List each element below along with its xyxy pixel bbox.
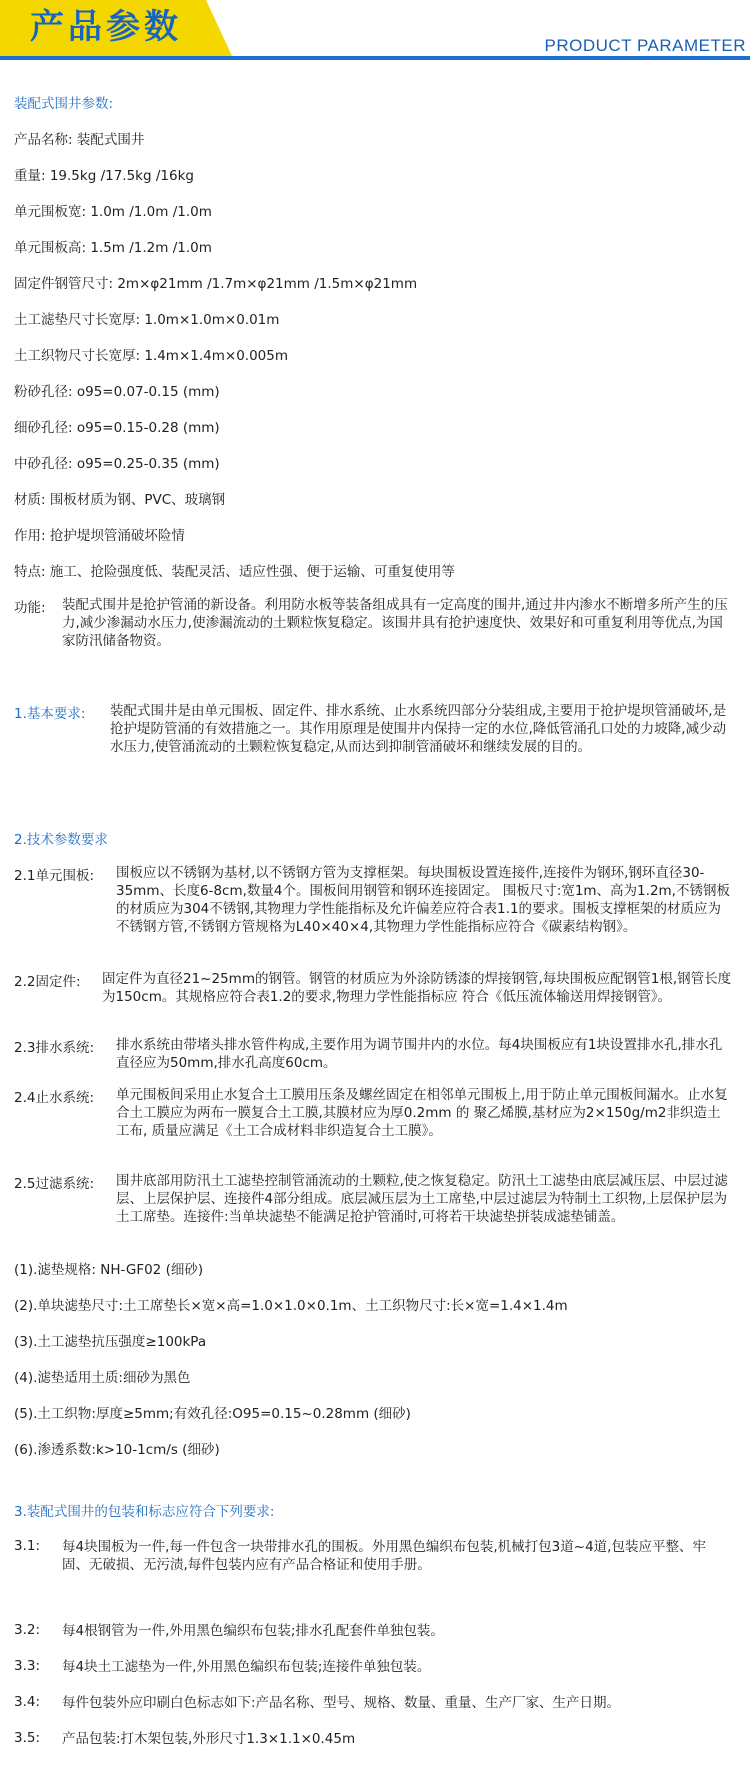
tech-section bbox=[14, 1086, 738, 1140]
params-heading: 装配式围井参数: bbox=[14, 96, 114, 112]
param-purpose: 作用: 抢护堤坝管涌破坏险情 bbox=[14, 528, 185, 544]
packaging-item-label: 3.3: bbox=[14, 1658, 41, 1674]
param-silt-aperture: 粉砂孔径: o95=0.07-0.15 (mm) bbox=[14, 384, 220, 400]
param-material: 材质: 围板材质为钢、PVC、玻璃钢 bbox=[14, 492, 226, 508]
packaging-item-text: 每件包装外应印刷白色标志如下:产品名称、型号、规格、数量、重量、生产厂家、生产日期。 bbox=[62, 1695, 621, 1711]
packaging-item-text: 每4块土工滤垫为一件,外用黑色编织布包装;连接件单独包装。 bbox=[62, 1659, 431, 1675]
packaging-item-label: 3.4: bbox=[14, 1694, 41, 1710]
packaging-item bbox=[14, 1694, 738, 1712]
tech-section-text: 围井底部用防汛土工滤垫控制管涌流动的土颗粒,使之恢复稳定。防汛土工滤垫由底层减压层、中层过滤层、上层保护层、连接件4部分组成。底层减压层为土工席垫,中层过滤层为特制土工织物,上层保护层为土工席垫。连接件:当单块滤垫不能满足抢护管涌时,可将若干块滤垫拼装成滤垫铺盖。 bbox=[116, 1173, 728, 1225]
packaging-item-text: 产品包装:打木架包装,外形尺寸1.3×1.1×0.45m bbox=[62, 1731, 356, 1747]
filter-spec: (6).渗透系数:k>10-1cm/s (细砂) bbox=[14, 1442, 220, 1458]
filter-spec: (4).滤垫适用土质:细砂为黑色 bbox=[14, 1370, 191, 1386]
tech-section bbox=[14, 1036, 738, 1072]
param-function-row bbox=[14, 596, 738, 650]
tech-section-text: 围板应以不锈钢为基材,以不锈钢方管为支撑框架。每块围板设置连接件,连接件为钢环,钢环直径30-35mm、长度6-8cm,数量4个。围板间用钢管和钢环连接固定。 围板尺寸:宽1m、高为1.2m,不锈钢板的材质应为304不锈钢,其物理力学性能指标及允许偏差应符合表1.1的要求。围板支撑框架的材质应为不锈钢方管,不锈钢方管规格为L40×40×4,其物理力学性能指标应符合《碳素结构钢》。 bbox=[116, 865, 730, 935]
filter-spec: (3).土工滤垫抗压强度≥100kPa bbox=[14, 1334, 207, 1350]
tech-section-text: 单元围板间采用止水复合土工膜用压条及螺丝固定在相邻单元围板上,用于防止单元围板间漏水。止水复合土工膜应为两布一膜复合土工膜,其膜材应为厚0.2mm 的 聚乙烯膜,基材应为2×150g/m2非织造土工布, 质量应满足《土工合成材料非织造复合土工膜》。 bbox=[116, 1087, 728, 1139]
param-fine-sand-aperture: 细砂孔径: o95=0.15-0.28 (mm) bbox=[14, 420, 220, 436]
packaging-item bbox=[14, 1622, 738, 1640]
tech-section-label: 2.5过滤系统: bbox=[14, 1176, 95, 1192]
banner-title: 产品参数 bbox=[30, 7, 182, 47]
basic-requirements-label: 1.基本要求: bbox=[14, 706, 86, 722]
filter-spec: (1).滤垫规格: NH-GF02 (细砂) bbox=[14, 1262, 204, 1278]
packaging-item bbox=[14, 1658, 738, 1676]
tech-section-text: 排水系统由带堵头排水管件构成,主要作用为调节围井内的水位。每4块围板应有1块设置排水孔,排水孔直径应为50mm,排水孔高度60cm。 bbox=[116, 1037, 723, 1071]
param-medium-sand-aperture: 中砂孔径: o95=0.25-0.35 (mm) bbox=[14, 456, 220, 472]
packaging-item bbox=[14, 1538, 738, 1574]
param-panel-height: 单元围板高: 1.5m /1.2m /1.0m bbox=[14, 240, 212, 256]
tech-section-label: 2.3排水系统: bbox=[14, 1040, 95, 1056]
packaging-item-text: 每4块围板为一件,每一件包含一块带排水孔的围板。外用黑色编织布包装,机械打包3道~4道,包装应平整、牢固、无破损、无污渍,每件包装内应有产品合格证和使用手册。 bbox=[62, 1539, 706, 1573]
param-weight: 重量: 19.5kg /17.5kg /16kg bbox=[14, 168, 194, 184]
packaging-item bbox=[14, 1730, 738, 1748]
param-filter-pad-size: 土工滤垫尺寸长宽厚: 1.0m×1.0m×0.01m bbox=[14, 312, 280, 328]
packaging-item-label: 3.2: bbox=[14, 1622, 41, 1638]
packaging-item-text: 每4根钢管为一件,外用黑色编织布包装;排水孔配套件单独包装。 bbox=[62, 1623, 444, 1639]
tech-section bbox=[14, 970, 738, 1006]
packaging-item-label: 3.1: bbox=[14, 1538, 41, 1554]
function-text: 装配式围井是抢护管涌的新设备。利用防水板等装备组成具有一定高度的围井,通过井内渗水不断增多所产生的压力,减少渗漏动水压力,使渗漏流动的土颗粒恢复稳定。该围井具有抢护速度快、效果好和可重复利用等优点,为国家防汛储备物资。 bbox=[62, 597, 728, 649]
tech-section-label: 2.2固定件: bbox=[14, 974, 81, 990]
param-features: 特点: 施工、抢险强度低、装配灵活、适应性强、便于运输、可重复使用等 bbox=[14, 564, 455, 580]
param-product-name: 产品名称: 装配式围井 bbox=[14, 132, 145, 148]
param-pipe-size: 固定件钢管尺寸: 2m×φ21mm /1.7m×φ21mm /1.5m×φ21mm bbox=[14, 276, 418, 292]
filter-spec: (2).单块滤垫尺寸:土工席垫长×宽×高=1.0×1.0×0.1m、土工织物尺寸:长×宽=1.4×1.4m bbox=[14, 1298, 568, 1314]
tech-section-text: 固定件为直径21~25mm的钢管。钢管的材质应为外涂防锈漆的焊接钢管,每块围板应配钢管1根,钢管长度为150cm。其规格应符合表1.2的要求,物理力学性能指标应 符合《低压流体输送用焊接钢管》。 bbox=[102, 971, 732, 1005]
packaging-item-label: 3.5: bbox=[14, 1730, 41, 1746]
basic-requirements-text: 装配式围井是由单元围板、固定件、排水系统、止水系统四部分分装组成,主要用于抢护堤坝管涌破坏,是抢护堤防管涌的有效措施之一。其作用原理是使围井内保持一定的水位,降低管涌孔口处的力坡降,减少动水压力,使管涌流动的土颗粒恢复稳定,从而达到抑制管涌破坏和继续发展的目的。 bbox=[110, 703, 727, 755]
banner-divider bbox=[0, 56, 750, 60]
param-geotextile-size: 土工织物尺寸长宽厚: 1.4m×1.4m×0.005m bbox=[14, 348, 289, 364]
page-banner bbox=[0, 0, 750, 62]
param-panel-width: 单元围板宽: 1.0m /1.0m /1.0m bbox=[14, 204, 212, 220]
tech-section-label: 2.1单元围板: bbox=[14, 868, 95, 884]
tech-section bbox=[14, 1172, 738, 1226]
packaging-heading: 3.装配式围井的包装和标志应符合下列要求: bbox=[14, 1504, 275, 1520]
tech-heading: 2.技术参数要求 bbox=[14, 832, 108, 848]
function-label: 功能: bbox=[14, 600, 46, 616]
filter-spec: (5).土工织物:厚度≥5mm;有效孔径:O95=0.15~0.28mm (细砂) bbox=[14, 1406, 411, 1422]
tech-section-label: 2.4止水系统: bbox=[14, 1090, 95, 1106]
basic-requirements bbox=[14, 702, 738, 756]
tech-section bbox=[14, 864, 738, 936]
banner-subtitle: PRODUCT PARAMETER bbox=[544, 36, 746, 55]
